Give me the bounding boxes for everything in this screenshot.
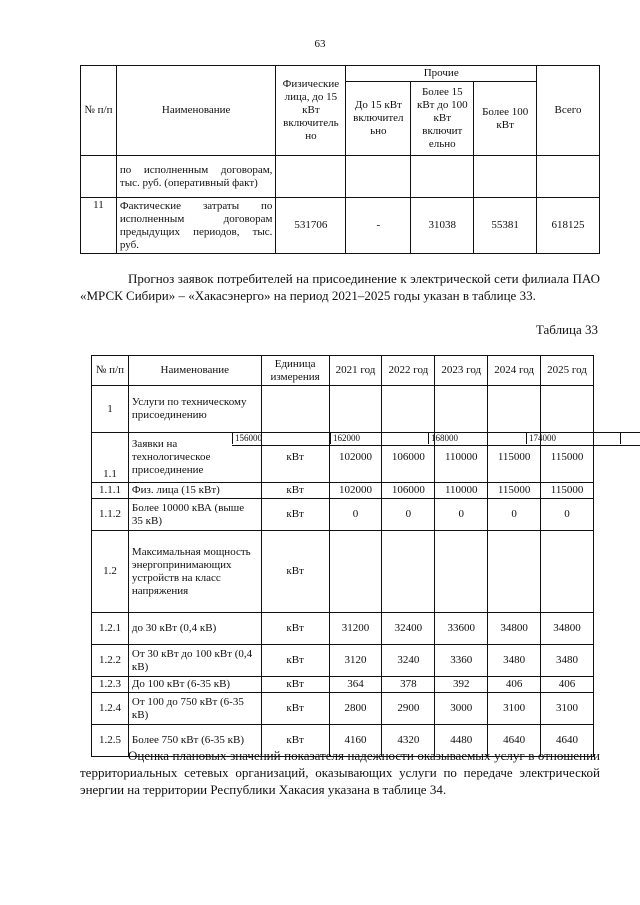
cell-name: Максимальная мощность энергопринимающих устройств на класс напряжения xyxy=(128,531,261,613)
cell-value xyxy=(435,531,488,613)
cell-up15 xyxy=(346,156,411,198)
cell-value: 0 xyxy=(541,499,594,531)
header-2023: 2023 год xyxy=(435,356,488,386)
header-up15: До 15 кВт включител ьно xyxy=(346,82,411,156)
cell-value: 0 xyxy=(435,499,488,531)
cell-value: 2900 xyxy=(382,693,435,725)
cell-value: 110000 xyxy=(435,433,488,483)
overlay-value: 162000 xyxy=(330,432,429,444)
table-row xyxy=(92,499,594,531)
table-row xyxy=(92,613,594,645)
cell-value: 406 xyxy=(541,677,594,693)
cell-mid: 31038 xyxy=(411,198,474,254)
cell-value: 4480 xyxy=(435,725,488,757)
cell-value: 115000 xyxy=(541,433,594,483)
paragraph-forecast: Прогноз заявок потребителей на присоединение к электрической сети филиала ПАО «МРСК Сибири» – «Хакасэнерго» на период 2021–2025 годы указан в таблице 33. xyxy=(80,271,600,303)
cell-value: 115000 xyxy=(541,483,594,499)
table-row xyxy=(81,198,600,254)
cell-value: 3240 xyxy=(382,645,435,677)
cell-name: Физ. лица (15 кВт) xyxy=(128,483,261,499)
cell-value xyxy=(488,531,541,613)
cell-unit: кВт xyxy=(261,725,329,757)
cell-value: 378 xyxy=(382,677,435,693)
cell-name: Более 10000 кВА (выше 35 кВ) xyxy=(128,499,261,531)
cell-value: 3100 xyxy=(541,693,594,725)
cell-value xyxy=(541,531,594,613)
cell-num: 1.2 xyxy=(92,531,129,613)
cell-value: 4640 xyxy=(541,725,594,757)
cell-value: 392 xyxy=(435,677,488,693)
cell-over100: 55381 xyxy=(474,198,537,254)
cell-num: 1.2.5 xyxy=(92,725,129,757)
cell-value xyxy=(329,531,382,613)
cell-name: по исполненным договорам, тыс. руб. (оперативный факт) xyxy=(116,156,276,198)
cell-value: 3100 xyxy=(488,693,541,725)
paragraph-reliability: Оценка плановых значений показателя надежности оказываемых услуг в отношении территориальных сетевых организаций, оказывающих услуги по передаче электрической энергии на территории Республики Хакасия указана в таблице 34. xyxy=(80,748,600,797)
header-2021: 2021 год xyxy=(329,356,382,386)
cell-unit: кВт xyxy=(261,483,329,499)
cell-num: 1.1 xyxy=(92,433,129,483)
cell-value: 364 xyxy=(329,677,382,693)
cell-phys: 531706 xyxy=(276,198,346,254)
table-row xyxy=(92,645,594,677)
header-mid: Более 15 кВт до 100 кВт включит ельно xyxy=(411,82,474,156)
cell-name: Заявки на технологическое присоединение xyxy=(128,433,261,483)
cell-name: Услуги по техническому присоединению xyxy=(128,386,261,433)
cell-value: 3000 xyxy=(435,693,488,725)
cell-num: 1.1.1 xyxy=(92,483,129,499)
table-32 xyxy=(80,65,600,254)
cell-value: 34800 xyxy=(541,613,594,645)
cell-total xyxy=(537,156,600,198)
cell-value xyxy=(382,531,435,613)
cell-value xyxy=(435,386,488,433)
cell-value: 106000 xyxy=(382,433,435,483)
overlay-divider xyxy=(620,432,640,444)
cell-phys xyxy=(276,156,346,198)
cell-unit: кВт xyxy=(261,499,329,531)
cell-over100 xyxy=(474,156,537,198)
table-row xyxy=(92,677,594,693)
cell-value: 0 xyxy=(329,499,382,531)
cell-value: 0 xyxy=(488,499,541,531)
cell-value xyxy=(488,386,541,433)
cell-unit: кВт xyxy=(261,645,329,677)
overlay-value: 168000 xyxy=(428,432,527,444)
cell-value: 102000 xyxy=(329,483,382,499)
table-row xyxy=(92,483,594,499)
cell-unit: кВт xyxy=(261,693,329,725)
table-row xyxy=(92,531,594,613)
cell-value: 3480 xyxy=(541,645,594,677)
header-2022: 2022 год xyxy=(382,356,435,386)
header-2025: 2025 год xyxy=(541,356,594,386)
cell-value: 3480 xyxy=(488,645,541,677)
header-unit: Единица измерения xyxy=(261,356,329,386)
cell-num: 1.2.3 xyxy=(92,677,129,693)
cell-name: Более 750 кВт (6-35 кВ) xyxy=(128,725,261,757)
table-33 xyxy=(91,355,594,757)
header-phys: Физические лица, до 15 кВт включитель но xyxy=(276,66,346,156)
cell-name: До 100 кВт (6-35 кВ) xyxy=(128,677,261,693)
cell-value: 4640 xyxy=(488,725,541,757)
header-other: Прочие xyxy=(346,66,537,82)
cell-mid xyxy=(411,156,474,198)
cell-value: 31200 xyxy=(329,613,382,645)
table-33-caption: Таблица 33 xyxy=(535,322,598,337)
cell-name: От 30 кВт до 100 кВт (0,4 кВ) xyxy=(128,645,261,677)
cell-value: 115000 xyxy=(488,483,541,499)
cell-value: 4160 xyxy=(329,725,382,757)
cell-value xyxy=(382,386,435,433)
cell-num xyxy=(81,156,117,198)
cell-value: 106000 xyxy=(382,483,435,499)
table-row xyxy=(92,693,594,725)
header-name: Наименование xyxy=(116,66,276,156)
cell-num: 1.2.2 xyxy=(92,645,129,677)
cell-value xyxy=(541,386,594,433)
cell-value: 0 xyxy=(382,499,435,531)
cell-value: 3360 xyxy=(435,645,488,677)
cell-value: 115000 xyxy=(488,433,541,483)
cell-total: 618125 xyxy=(537,198,600,254)
cell-name: Фактические затраты по исполненным договорам предыдущих периодов, тыс. руб. xyxy=(116,198,276,254)
cell-name: От 100 до 750 кВт (6-35 кВ) xyxy=(128,693,261,725)
cell-value: 2800 xyxy=(329,693,382,725)
cell-unit: кВт xyxy=(261,433,329,483)
cell-num: 1.1.2 xyxy=(92,499,129,531)
cell-num: 1.2.1 xyxy=(92,613,129,645)
cell-value: 102000 xyxy=(329,433,382,483)
cell-value: 406 xyxy=(488,677,541,693)
cell-value: 4320 xyxy=(382,725,435,757)
cell-name: до 30 кВт (0,4 кВ) xyxy=(128,613,261,645)
cell-num: 1.2.4 xyxy=(92,693,129,725)
cell-unit: кВт xyxy=(261,677,329,693)
cell-up15: - xyxy=(346,198,411,254)
overlay-value: 156000 xyxy=(232,432,331,444)
cell-num: 1 xyxy=(92,386,129,433)
cell-value: 33600 xyxy=(435,613,488,645)
overlay-value: 174000 xyxy=(526,432,621,444)
header-num: № п/п xyxy=(81,66,117,156)
header-2024: 2024 год xyxy=(488,356,541,386)
page-number: 63 xyxy=(314,38,326,50)
cell-value: 32400 xyxy=(382,613,435,645)
cell-value: 110000 xyxy=(435,483,488,499)
table-row xyxy=(92,386,594,433)
cell-value: 3120 xyxy=(329,645,382,677)
cell-unit xyxy=(261,386,329,433)
table-row xyxy=(81,156,600,198)
header-name: Наименование xyxy=(128,356,261,386)
header-total: Всего xyxy=(537,66,600,156)
cell-unit: кВт xyxy=(261,531,329,613)
header-over100: Более 100 кВт xyxy=(474,82,537,156)
cell-unit: кВт xyxy=(261,613,329,645)
header-num: № п/п xyxy=(92,356,129,386)
cell-value xyxy=(329,386,382,433)
cell-value: 34800 xyxy=(488,613,541,645)
cell-num: 11 xyxy=(81,198,117,254)
